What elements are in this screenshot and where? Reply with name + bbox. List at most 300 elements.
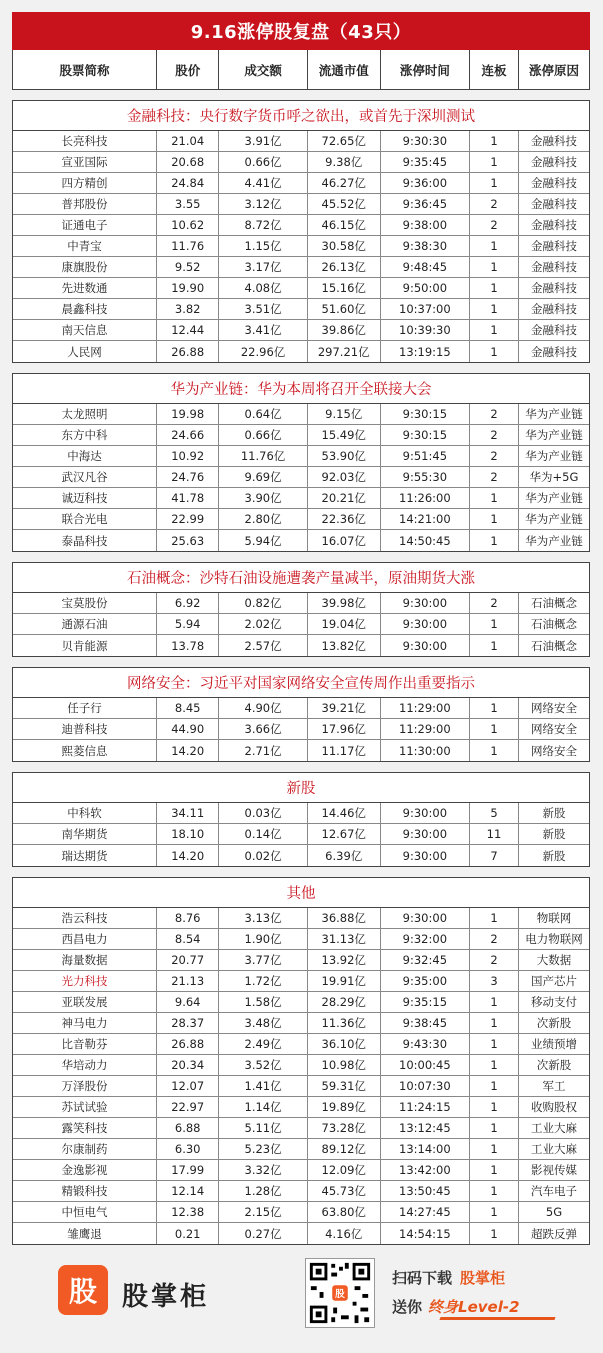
cell-price: 34.11 [157,803,219,823]
cell-limit-time: 9:30:00 [381,614,470,634]
cell-reason: 工业大麻 [530,1121,577,1135]
cell-limit-time: 10:00:45 [381,1055,470,1075]
cell-turnover: 3.52亿 [219,1055,307,1075]
cell-turnover: 3.13亿 [219,908,307,928]
cell-float-cap: 20.21亿 [308,488,381,508]
cell-reason: 华为产业链 [525,449,583,463]
cell-limit-time: 10:39:30 [381,320,470,340]
cell-price: 24.76 [157,467,219,487]
cell-float-cap: 31.13亿 [308,929,381,949]
cell-streak: 1 [470,614,519,634]
cell-float-cap: 19.89亿 [308,1097,381,1117]
cell-turnover: 2.80亿 [219,509,307,529]
cell-turnover: 9.69亿 [219,467,307,487]
cell-float-cap: 89.12亿 [308,1139,381,1159]
table-row [13,740,589,761]
cell-limit-time: 9:38:45 [381,1013,470,1033]
cell-streak: 2 [470,446,519,466]
cell-limit-time: 9:30:00 [381,635,470,656]
cell-streak: 1 [470,1202,519,1222]
cell-reason: 国产芯片 [530,974,577,988]
cell-price: 13.78 [157,635,219,656]
cell-price: 41.78 [157,488,219,508]
cell-reason: 石油概念 [530,638,577,653]
sector-section [12,373,590,552]
page-title: 9.16涨停股复盘（43只） [12,12,590,50]
cell-limit-time: 11:26:00 [381,488,470,508]
cell-float-cap: 14.46亿 [308,803,381,823]
cell-price: 0.21 [157,1223,219,1244]
cell-reason: 新股 [542,848,566,863]
section-heading: 华为产业链：华为本周将召开全联接大会 [13,374,589,404]
cell-reason: 华为产业链 [525,407,583,421]
download-line [392,1267,505,1288]
cell-reason: 石油概念 [530,596,577,610]
cell-limit-time: 13:14:00 [381,1139,470,1159]
cell-turnover: 3.48亿 [219,1013,307,1033]
cell-turnover: 2.49亿 [219,1034,307,1054]
cell-streak: 1 [470,1223,519,1244]
table-row [13,236,589,257]
cell-stock-name: 先进数通 [13,278,157,298]
cell-reason: 金融科技 [530,323,577,337]
cell-streak: 1 [470,341,519,362]
cell-price: 22.99 [157,509,219,529]
cell-turnover: 5.94亿 [219,530,307,551]
cell-price: 10.92 [157,446,219,466]
brand-name: 股掌柜 [122,1282,210,1312]
cell-price: 20.68 [157,152,219,172]
cell-reason: 金融科技 [530,197,577,211]
cell-reason: 次新股 [536,1058,572,1072]
cell-streak: 1 [470,257,519,277]
cell-stock-name: 任子行 [13,698,157,718]
cell-float-cap: 15.49亿 [308,425,381,445]
table-row [13,950,589,971]
cell-limit-time: 9:36:45 [381,194,470,214]
cell-price: 20.34 [157,1055,219,1075]
cell-reason: 华为产业链 [525,491,583,505]
cell-turnover: 0.02亿 [219,845,307,866]
cell-float-cap: 39.86亿 [308,320,381,340]
cell-reason: 金融科技 [530,155,577,169]
cell-float-cap: 9.38亿 [308,152,381,172]
cell-limit-time: 10:37:00 [381,299,470,319]
cell-streak: 1 [470,740,519,761]
cell-streak: 2 [470,404,519,424]
cell-reason: 金融科技 [530,218,577,232]
cell-stock-name: 海量数据 [13,950,157,970]
cell-float-cap: 63.80亿 [308,1202,381,1222]
table-row [13,194,589,215]
cell-turnover: 3.90亿 [219,488,307,508]
cell-stock-name: 中恒电气 [13,1202,157,1222]
table-row [13,341,589,362]
cell-streak: 1 [470,131,519,151]
cell-float-cap: 19.04亿 [308,614,381,634]
cell-float-cap: 297.21亿 [308,341,381,362]
cell-price: 12.38 [157,1202,219,1222]
cell-reason: 新股 [542,827,566,841]
table-row [13,971,589,992]
table-row [13,320,589,341]
col-header-float-cap: 流通市值 [308,50,381,89]
col-header-reason: 涨停原因 [528,62,579,78]
cell-stock-name: 比音勒芬 [13,1034,157,1054]
cell-reason: 大数据 [536,953,572,967]
table-row [13,1013,589,1034]
cell-turnover: 0.82亿 [219,593,307,613]
cell-float-cap: 15.16亿 [308,278,381,298]
cell-stock-name: 亚联发展 [13,992,157,1012]
cell-float-cap: 12.09亿 [308,1160,381,1180]
cell-reason: 网络安全 [530,722,577,736]
table-row [13,908,589,929]
gift-text: 送你 [392,1298,423,1316]
cell-reason: 金融科技 [530,344,577,359]
section-heading: 石油概念：沙特石油设施遭袭产量减半，原油期货大涨 [13,563,589,593]
cell-limit-time: 9:30:15 [381,404,470,424]
cell-price: 12.44 [157,320,219,340]
cell-float-cap: 6.39亿 [308,845,381,866]
cell-price: 3.55 [157,194,219,214]
cell-float-cap: 59.31亿 [308,1076,381,1096]
cell-limit-time: 14:54:15 [381,1223,470,1244]
sector-section [12,100,590,363]
cell-limit-time: 9:32:45 [381,950,470,970]
table-row [13,929,589,950]
cell-streak: 1 [470,1118,519,1138]
cell-limit-time: 9:55:30 [381,467,470,487]
cell-price: 21.04 [157,131,219,151]
cell-float-cap: 12.67亿 [308,824,381,844]
scan-text: 扫码下载 [392,1269,453,1287]
cell-streak: 1 [470,1160,519,1180]
table-row [13,1055,589,1076]
cell-float-cap: 45.73亿 [308,1181,381,1201]
cell-stock-name: 通源石油 [13,614,157,634]
cell-streak: 1 [470,719,519,739]
cell-price: 6.92 [157,593,219,613]
cell-streak: 1 [470,1034,519,1054]
cell-stock-name: 尔康制药 [13,1139,157,1159]
cell-stock-name: 晨鑫科技 [13,299,157,319]
cell-turnover: 4.08亿 [219,278,307,298]
table-row [13,1202,589,1223]
app-name: 股掌柜 [460,1269,506,1287]
cell-limit-time: 9:51:45 [381,446,470,466]
cell-streak: 1 [470,1139,519,1159]
cell-price: 26.88 [157,1034,219,1054]
cell-streak: 1 [470,635,519,656]
cell-turnover: 1.28亿 [219,1181,307,1201]
cell-turnover: 3.12亿 [219,194,307,214]
gift-item: 终身Level-2 [428,1298,520,1316]
cell-streak: 2 [470,929,519,949]
cell-stock-name: 东方中科 [13,425,157,445]
cell-streak: 1 [470,152,519,172]
sections-container [12,100,590,1245]
cell-float-cap: 4.16亿 [308,1223,381,1244]
cell-streak: 1 [470,1097,519,1117]
cell-limit-time: 9:30:00 [381,803,470,823]
cell-limit-time: 9:35:15 [381,992,470,1012]
cell-reason: 金融科技 [530,134,577,148]
cell-price: 12.14 [157,1181,219,1201]
table-row [13,299,589,320]
cell-reason: 金融科技 [530,302,577,316]
cell-float-cap: 92.03亿 [308,467,381,487]
cell-reason: 影视传媒 [530,1163,577,1177]
cell-float-cap: 19.91亿 [308,971,381,991]
cell-limit-time: 9:38:00 [381,215,470,235]
table-row [13,131,589,152]
cell-float-cap: 11.36亿 [308,1013,381,1033]
cell-price: 17.99 [157,1160,219,1180]
cell-limit-time: 14:21:00 [381,509,470,529]
table-row [13,1223,589,1244]
cell-streak: 1 [470,1055,519,1075]
cell-stock-name: 长亮科技 [13,131,157,151]
cell-stock-name: 迪普科技 [13,719,157,739]
cell-turnover: 2.15亿 [219,1202,307,1222]
qr-center-glyph: 股 [335,1288,345,1300]
cell-limit-time: 9:48:45 [381,257,470,277]
cell-reason: 金融科技 [530,176,577,190]
cell-turnover: 1.41亿 [219,1076,307,1096]
cell-reason: 新股 [542,806,566,820]
cell-stock-name: 浩云科技 [13,908,157,928]
col-header-turnover: 成交额 [219,50,307,89]
cell-limit-time: 9:30:00 [381,845,470,866]
cell-limit-time: 11:30:00 [381,740,470,761]
cell-stock-name: 苏试试验 [13,1097,157,1117]
cell-streak: 2 [470,194,519,214]
cell-streak: 1 [470,236,519,256]
cell-reason: 石油概念 [530,617,577,631]
table-row [13,215,589,236]
cell-float-cap: 16.07亿 [308,530,381,551]
cell-reason: 电力物联网 [525,932,583,946]
cell-turnover: 3.32亿 [219,1160,307,1180]
cell-reason: 金融科技 [530,260,577,274]
cell-price: 20.77 [157,950,219,970]
cell-price: 25.63 [157,530,219,551]
cell-float-cap: 36.10亿 [308,1034,381,1054]
cell-limit-time: 13:50:45 [381,1181,470,1201]
cell-float-cap: 46.15亿 [308,215,381,235]
cell-turnover: 4.90亿 [219,698,307,718]
cell-price: 5.94 [157,614,219,634]
cell-streak: 11 [470,824,519,844]
table-row [13,1139,589,1160]
table-row [13,488,589,509]
cell-streak: 5 [470,803,519,823]
cell-float-cap: 26.13亿 [308,257,381,277]
table-row [13,509,589,530]
cell-float-cap: 22.36亿 [308,509,381,529]
section-heading: 网络安全：习近平对国家网络安全宣传周作出重要指示 [13,668,589,698]
cell-price: 28.37 [157,1013,219,1033]
cell-streak: 1 [470,488,519,508]
cell-stock-name: 西昌电力 [13,929,157,949]
cell-limit-time: 11:29:00 [381,719,470,739]
qr-code[interactable] [305,1258,375,1328]
cell-stock-name: 武汉凡谷 [13,467,157,487]
cell-streak: 1 [470,698,519,718]
cell-limit-time: 9:30:00 [381,593,470,613]
cell-streak: 2 [470,950,519,970]
footer-banner [0,1250,603,1353]
cell-reason: 收购股权 [530,1100,577,1114]
cell-streak: 7 [470,845,519,866]
cell-stock-name: 南天信息 [13,320,157,340]
cell-float-cap: 13.82亿 [308,635,381,656]
cell-reason: 汽车电子 [530,1184,577,1198]
sector-section [12,877,590,1245]
cell-reason: 业绩预增 [530,1037,577,1051]
cell-turnover: 0.66亿 [219,152,307,172]
cell-float-cap: 13.92亿 [308,950,381,970]
col-header-name: 股票简称 [13,50,157,89]
cell-float-cap: 46.27亿 [308,173,381,193]
table-row [13,530,589,551]
cell-streak: 1 [470,509,519,529]
table-row [13,257,589,278]
cell-stock-name: 华培动力 [13,1055,157,1075]
table-row [13,845,589,866]
cell-reason: 华为产业链 [525,428,583,442]
cell-stock-name: 证通电子 [13,215,157,235]
cell-reason: 网络安全 [530,701,577,715]
cell-reason: 工业大麻 [530,1142,577,1156]
cell-float-cap: 51.60亿 [308,299,381,319]
cell-reason: 超跌反弹 [530,1226,577,1241]
table-row [13,278,589,299]
cell-price: 12.07 [157,1076,219,1096]
cell-turnover: 22.96亿 [219,341,307,362]
cell-turnover: 3.51亿 [219,299,307,319]
cell-float-cap: 73.28亿 [308,1118,381,1138]
cell-reason: 华为+5G [529,470,579,484]
cell-stock-name: 康旗股份 [13,257,157,277]
cell-stock-name: 瑞达期货 [13,845,157,866]
cell-price: 44.90 [157,719,219,739]
cell-turnover: 3.91亿 [219,131,307,151]
cell-stock-name: 宝莫股份 [13,593,157,613]
sector-section [12,667,590,762]
table-row [13,803,589,824]
cell-streak: 1 [470,908,519,928]
cell-streak: 3 [470,971,519,991]
section-heading: 其他 [13,878,589,908]
cell-price: 8.76 [157,908,219,928]
cell-float-cap: 10.98亿 [308,1055,381,1075]
cell-float-cap: 30.58亿 [308,236,381,256]
table-row [13,635,589,656]
cell-stock-name: 神马电力 [13,1013,157,1033]
gift-line [392,1296,520,1317]
cell-turnover: 3.66亿 [219,719,307,739]
cell-stock-name: 精锻科技 [13,1181,157,1201]
cell-streak: 1 [470,1013,519,1033]
table-header [12,50,590,90]
cell-float-cap: 11.17亿 [308,740,381,761]
cell-limit-time: 9:35:45 [381,152,470,172]
cell-turnover: 0.14亿 [219,824,307,844]
cell-stock-name: 中海达 [13,446,157,466]
recap-sheet [12,12,590,1245]
cell-price: 8.45 [157,698,219,718]
table-row [13,1181,589,1202]
table-row [13,614,589,635]
cell-turnover: 0.64亿 [219,404,307,424]
sector-section [12,772,590,867]
cell-stock-name: 中青宝 [13,236,157,256]
cell-stock-name: 泰晶科技 [13,530,157,551]
cell-turnover: 1.15亿 [219,236,307,256]
cell-limit-time: 14:50:45 [381,530,470,551]
cell-stock-name: 雏鹰退 [13,1223,157,1244]
table-row [13,719,589,740]
cell-stock-name: 万泽股份 [13,1076,157,1096]
cell-stock-name: 贝肯能源 [13,635,157,656]
table-row [13,824,589,845]
table-row [13,404,589,425]
table-row [13,1034,589,1055]
cell-price: 9.64 [157,992,219,1012]
col-header-limit-time: 涨停时间 [381,50,470,89]
cell-price: 14.20 [157,845,219,866]
cell-limit-time: 11:24:15 [381,1097,470,1117]
cell-turnover: 8.72亿 [219,215,307,235]
cell-streak: 1 [470,278,519,298]
cell-stock-name: 金逸影视 [13,1160,157,1180]
cell-float-cap: 53.90亿 [308,446,381,466]
cell-price: 8.54 [157,929,219,949]
cell-limit-time: 9:30:15 [381,425,470,445]
cell-reason: 金融科技 [530,239,577,253]
cell-limit-time: 9:30:00 [381,908,470,928]
sector-section [12,562,590,657]
col-header-streak: 连板 [470,50,519,89]
cell-limit-time: 9:38:30 [381,236,470,256]
cell-turnover: 0.27亿 [219,1223,307,1244]
cell-price: 14.20 [157,740,219,761]
cell-stock-name: 普邦股份 [13,194,157,214]
table-row [13,467,589,488]
cell-reason: 华为产业链 [525,533,583,548]
cell-stock-name: 人民网 [13,341,157,362]
cell-float-cap: 17.96亿 [308,719,381,739]
cell-turnover: 5.23亿 [219,1139,307,1159]
cell-turnover: 2.02亿 [219,614,307,634]
cell-float-cap: 9.15亿 [308,404,381,424]
cell-turnover: 2.57亿 [219,635,307,656]
cell-limit-time: 9:30:00 [381,824,470,844]
cell-streak: 1 [470,320,519,340]
cell-reason: 金融科技 [530,281,577,295]
cell-stock-name: 光力科技 [13,971,157,991]
cell-price: 6.88 [157,1118,219,1138]
cell-turnover: 0.66亿 [219,425,307,445]
cell-stock-name: 宣亚国际 [13,152,157,172]
cell-float-cap: 72.65亿 [308,131,381,151]
cell-turnover: 1.58亿 [219,992,307,1012]
cell-streak: 1 [470,530,519,551]
cell-float-cap: 28.29亿 [308,992,381,1012]
cell-reason: 军工 [542,1079,566,1093]
